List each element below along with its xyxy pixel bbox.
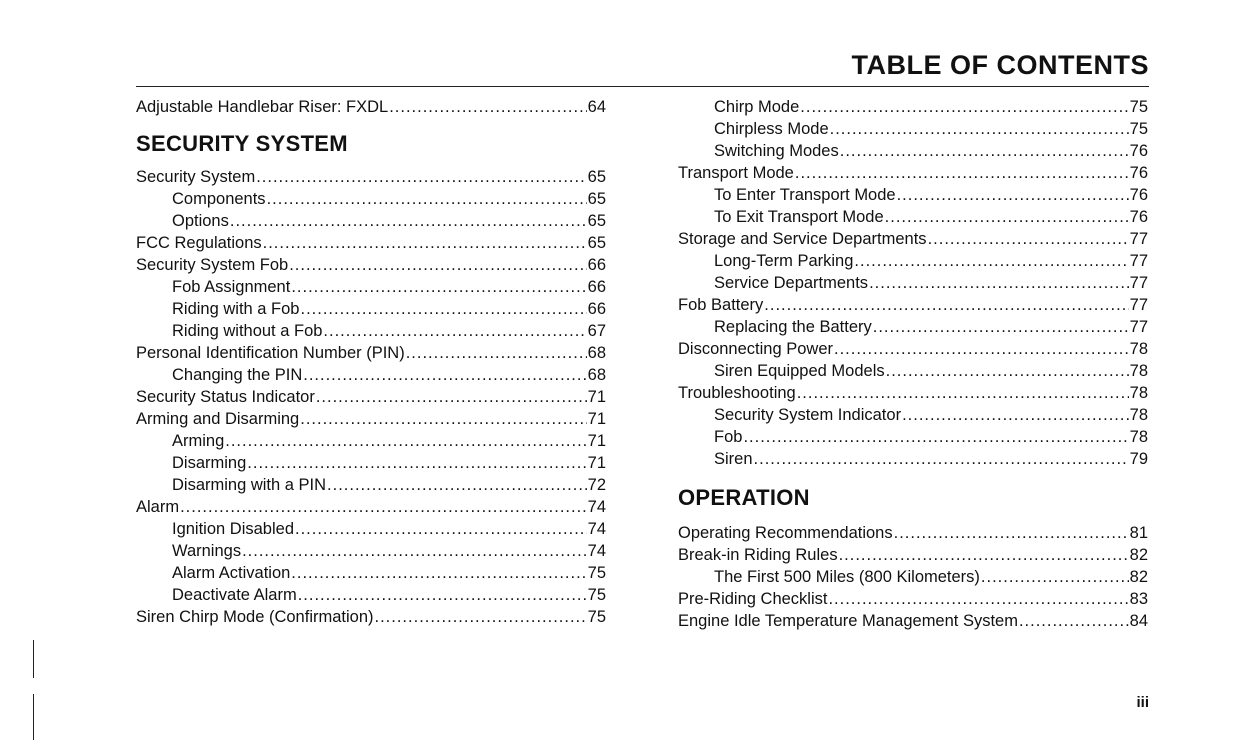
toc-entry[interactable] <box>678 566 1148 588</box>
toc-entry-page: 83 <box>1129 590 1148 608</box>
page-number: iii <box>1136 694 1149 711</box>
toc-entry[interactable] <box>678 588 1148 610</box>
toc-entry[interactable] <box>678 140 1148 162</box>
toc-entry-page: 76 <box>1129 164 1148 182</box>
toc-entry[interactable] <box>136 562 606 584</box>
dot-leader <box>316 386 587 408</box>
toc-entry[interactable] <box>678 162 1148 184</box>
toc-entry-page: 67 <box>587 322 606 340</box>
toc-entry-page: 71 <box>587 388 606 406</box>
toc-entry-page: 64 <box>587 98 606 116</box>
toc-entry[interactable] <box>136 540 606 562</box>
toc-entry-page: 81 <box>1129 524 1148 542</box>
dot-leader <box>327 474 587 496</box>
toc-entry-page: 65 <box>587 190 606 208</box>
toc-entry[interactable] <box>136 452 606 474</box>
toc-entry-page: 77 <box>1129 252 1148 270</box>
toc-entry-title: To Exit Transport Mode <box>714 208 884 226</box>
toc-entry-page: 78 <box>1129 384 1148 402</box>
dot-leader <box>795 162 1129 184</box>
toc-entry[interactable] <box>136 188 606 210</box>
toc-entry-title: Disarming <box>172 454 247 472</box>
toc-entry-page: 68 <box>587 344 606 362</box>
toc-entry-page: 68 <box>587 366 606 384</box>
toc-entry[interactable] <box>136 386 606 408</box>
toc-entry-title: Chirpless Mode <box>714 120 829 138</box>
dot-leader <box>839 544 1129 566</box>
toc-entry[interactable] <box>678 294 1148 316</box>
dot-leader <box>854 250 1128 272</box>
toc-entry-title: Transport Mode <box>678 164 794 182</box>
toc-entry-title: The First 500 Miles (800 Kilometers) <box>714 568 980 586</box>
dot-leader <box>743 426 1128 448</box>
section-heading-security-system: SECURITY SYSTEM <box>136 131 348 156</box>
toc-entry[interactable] <box>678 118 1148 140</box>
dot-leader <box>886 360 1129 382</box>
toc-entry[interactable] <box>136 298 606 320</box>
dot-leader <box>303 364 586 386</box>
toc-entry[interactable] <box>678 228 1148 250</box>
toc-entry-page: 75 <box>1129 120 1148 138</box>
toc-entry-title: Security System Indicator <box>714 406 902 424</box>
dot-leader <box>928 228 1129 250</box>
toc-entry-page: 65 <box>587 168 606 186</box>
toc-entry-page: 72 <box>587 476 606 494</box>
dot-leader <box>764 294 1128 316</box>
toc-entry-title: Fob <box>714 428 743 446</box>
toc-entry-title: Pre-Riding Checklist <box>678 590 828 608</box>
dot-leader <box>300 298 586 320</box>
toc-entry[interactable] <box>678 316 1148 338</box>
toc-entry-title: Siren <box>714 450 753 468</box>
toc-entry-title: Switching Modes <box>714 142 839 160</box>
toc-entry-title: Fob Assignment <box>172 278 291 296</box>
toc-entry-page: 71 <box>587 432 606 450</box>
toc-entry-page: 74 <box>587 520 606 538</box>
dot-leader <box>873 316 1129 338</box>
dot-leader <box>267 188 587 210</box>
dot-leader <box>247 452 586 474</box>
toc-entry-page: 71 <box>587 454 606 472</box>
toc-entry[interactable] <box>678 382 1148 404</box>
toc-entry-page: 75 <box>1129 98 1148 116</box>
toc-entry-page: 79 <box>1129 450 1148 468</box>
margin-mark <box>33 694 34 740</box>
dot-leader <box>894 522 1129 544</box>
dot-leader <box>323 320 586 342</box>
toc-entry-title: Siren Chirp Mode (Confirmation) <box>136 608 374 626</box>
toc-left-column <box>136 96 606 628</box>
dot-leader <box>180 496 587 518</box>
dot-leader <box>834 338 1129 360</box>
toc-entry[interactable] <box>136 276 606 298</box>
section-heading-operation: OPERATION <box>678 485 810 510</box>
toc-entry-page: 66 <box>587 256 606 274</box>
right-top-entries <box>678 96 1148 470</box>
toc-entry[interactable] <box>136 606 606 628</box>
toc-entry-page: 71 <box>587 410 606 428</box>
toc-entry[interactable] <box>678 96 1148 118</box>
dot-leader <box>300 408 586 430</box>
dot-leader <box>291 276 586 298</box>
toc-entry-title: Siren Equipped Models <box>714 362 885 380</box>
toc-entry-title: Security System <box>136 168 256 186</box>
toc-entry-page: 78 <box>1129 362 1148 380</box>
toc-entry[interactable] <box>136 210 606 232</box>
left-top-entries <box>136 96 606 118</box>
toc-entry[interactable] <box>678 448 1148 470</box>
dot-leader <box>406 342 587 364</box>
toc-entry-title: Options <box>172 212 229 230</box>
dot-leader <box>830 118 1129 140</box>
toc-entry-title: Adjustable Handlebar Riser: FXDL <box>136 98 389 116</box>
toc-entry[interactable] <box>136 320 606 342</box>
dot-leader <box>828 588 1128 610</box>
dot-leader <box>981 566 1129 588</box>
dot-leader <box>389 96 586 118</box>
toc-entry-title: Personal Identification Number (PIN) <box>136 344 405 362</box>
dot-leader <box>263 232 587 254</box>
dot-leader <box>298 584 587 606</box>
toc-entry-title: Replacing the Battery <box>714 318 872 336</box>
toc-entry-title: Riding with a Fob <box>172 300 300 318</box>
toc-entry-page: 74 <box>587 498 606 516</box>
toc-entry-title: Ignition Disabled <box>172 520 294 538</box>
toc-entry[interactable] <box>678 610 1148 632</box>
dot-leader <box>242 540 587 562</box>
toc-entry-page: 76 <box>1129 186 1148 204</box>
margin-mark <box>33 640 34 678</box>
toc-entry-title: Operating Recommendations <box>678 524 893 542</box>
toc-entry[interactable] <box>678 360 1148 382</box>
toc-entry-title: Arming and Disarming <box>136 410 300 428</box>
toc-entry-title: Components <box>172 190 266 208</box>
toc-entry[interactable] <box>136 430 606 452</box>
toc-entry-title: Warnings <box>172 542 242 560</box>
dot-leader <box>375 606 587 628</box>
toc-entry-title: Security Status Indicator <box>136 388 315 406</box>
dot-leader <box>230 210 587 232</box>
toc-entry[interactable] <box>136 254 606 276</box>
dot-leader <box>797 382 1129 404</box>
toc-entry[interactable] <box>678 206 1148 228</box>
toc-entry[interactable] <box>678 184 1148 206</box>
toc-entry-page: 77 <box>1129 230 1148 248</box>
dot-leader <box>897 184 1129 206</box>
toc-entry-page: 77 <box>1129 274 1148 292</box>
toc-entry-title: Disconnecting Power <box>678 340 833 358</box>
toc-entry[interactable] <box>678 426 1148 448</box>
dot-leader <box>869 272 1129 294</box>
title-rule <box>136 86 1149 87</box>
dot-leader <box>1019 610 1129 632</box>
toc-entry-title: Deactivate Alarm <box>172 586 297 604</box>
toc-entry[interactable] <box>678 522 1148 544</box>
toc-entry-title: Changing the PIN <box>172 366 303 384</box>
dot-leader <box>225 430 586 452</box>
toc-entry-title: Break-in Riding Rules <box>678 546 838 564</box>
toc-entry-title: Arming <box>172 432 225 450</box>
toc-entry[interactable] <box>136 96 606 118</box>
dot-leader <box>800 96 1128 118</box>
toc-entry[interactable] <box>136 232 606 254</box>
operation-entries <box>678 522 1148 632</box>
toc-right-column <box>678 96 1148 632</box>
toc-entry-page: 66 <box>587 278 606 296</box>
toc-entry[interactable] <box>136 584 606 606</box>
toc-entry[interactable] <box>136 364 606 386</box>
toc-entry-title: Disarming with a PIN <box>172 476 327 494</box>
toc-entry-page: 75 <box>587 564 606 582</box>
toc-entry-page: 77 <box>1129 318 1148 336</box>
toc-entry-title: Alarm Activation <box>172 564 291 582</box>
dot-leader <box>840 140 1129 162</box>
toc-entry[interactable] <box>136 342 606 364</box>
toc-entry-title: Engine Idle Temperature Management System <box>678 612 1018 630</box>
toc-entry-title: Riding without a Fob <box>172 322 323 340</box>
page-title: TABLE OF CONTENTS <box>851 50 1149 80</box>
toc-entry-page: 78 <box>1129 340 1148 358</box>
toc-entry[interactable] <box>136 518 606 540</box>
toc-entry[interactable] <box>678 338 1148 360</box>
toc-entry-title: Chirp Mode <box>714 98 800 116</box>
toc-entry-page: 82 <box>1129 568 1148 586</box>
toc-entry[interactable] <box>136 474 606 496</box>
toc-entry-page: 78 <box>1129 428 1148 446</box>
toc-entry[interactable] <box>678 272 1148 294</box>
dot-leader <box>289 254 586 276</box>
dot-leader <box>291 562 586 584</box>
toc-entry-title: Storage and Service Departments <box>678 230 927 248</box>
toc-entry[interactable] <box>136 496 606 518</box>
toc-entry-title: Long-Term Parking <box>714 252 854 270</box>
toc-entry-page: 66 <box>587 300 606 318</box>
security-system-entries <box>136 166 606 628</box>
toc-entry[interactable] <box>136 166 606 188</box>
toc-entry-page: 82 <box>1129 546 1148 564</box>
toc-entry-page: 77 <box>1129 296 1148 314</box>
toc-entry[interactable] <box>678 544 1148 566</box>
toc-entry-title: Security System Fob <box>136 256 289 274</box>
toc-entry-title: Alarm <box>136 498 180 516</box>
toc-entry-page: 76 <box>1129 208 1148 226</box>
toc-entry-page: 65 <box>587 212 606 230</box>
toc-entry-title: Fob Battery <box>678 296 764 314</box>
toc-entry-title: Troubleshooting <box>678 384 796 402</box>
dot-leader <box>754 448 1129 470</box>
toc-entry-page: 78 <box>1129 406 1148 424</box>
toc-entry-page: 74 <box>587 542 606 560</box>
toc-entry[interactable] <box>678 404 1148 426</box>
dot-leader <box>256 166 586 188</box>
dot-leader <box>295 518 587 540</box>
toc-entry[interactable] <box>678 250 1148 272</box>
toc-entry-title: FCC Regulations <box>136 234 262 252</box>
toc-entry-page: 65 <box>587 234 606 252</box>
toc-entry-title: Service Departments <box>714 274 869 292</box>
toc-entry-page: 75 <box>587 586 606 604</box>
toc-entry-page: 84 <box>1129 612 1148 630</box>
dot-leader <box>902 404 1129 426</box>
dot-leader <box>885 206 1129 228</box>
toc-entry-page: 75 <box>587 608 606 626</box>
toc-entry-page: 76 <box>1129 142 1148 160</box>
toc-entry[interactable] <box>136 408 606 430</box>
toc-entry-title: To Enter Transport Mode <box>714 186 896 204</box>
